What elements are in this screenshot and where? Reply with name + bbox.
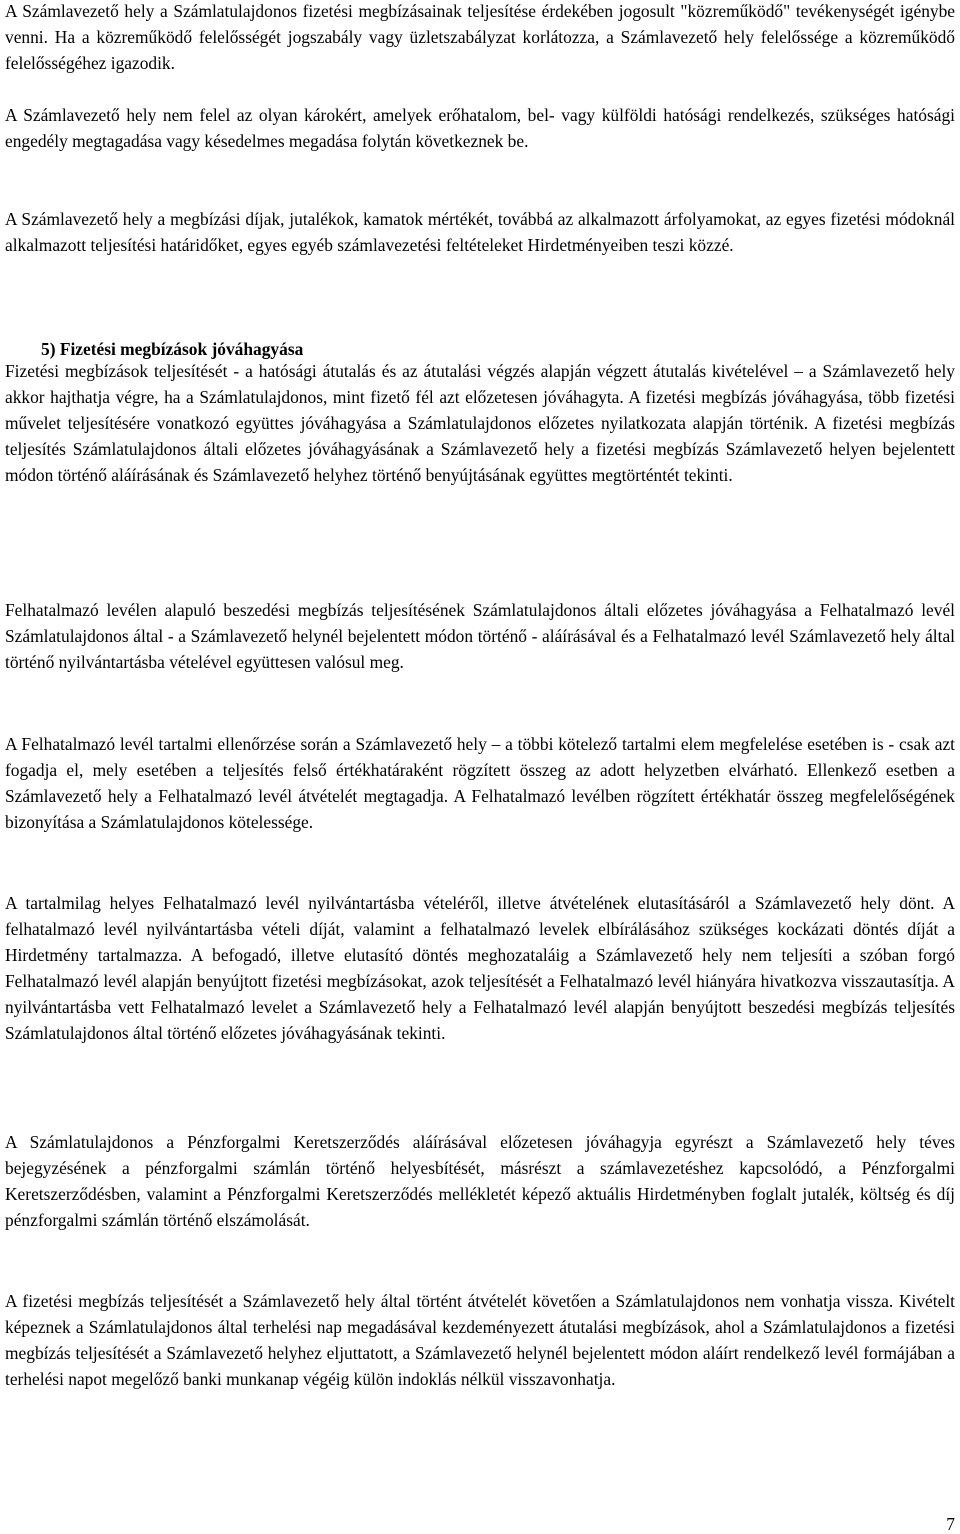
paragraph-intermediary-liability: A Számlavezető hely a Számlatulajdonos fizetési megbízásainak teljesítése érdekében jogosult "közreműködő" tevékenységét igénybe venni. Ha a közreműködő felelősségét jogszabály vagy üzletszabályzat korlátozza, a Számlavezető hely felelőssége a közreműködő felelősségéhez igazodik. bbox=[5, 1, 955, 73]
paragraph-fees-announcement: A Számlavezető hely a megbízási díjak, jutalékok, kamatok mértékét, továbbá az alkalmazott árfolyamokat, az egyes fizetési módoknál alkalmazott teljesítési határidőket, egyes egyéb számlavezetési feltételeket Hirdetményeiben teszi közzé. bbox=[5, 209, 955, 255]
paragraph-revocation: A fizetési megbízás teljesítését a Számlavezető hely által történt átvételét követően a Számlatulajdonos nem vonhatja vissza. Kivételt képeznek a Számlatulajdonos által terhelési nap megadásával kezdeményezett átutalási megbízások, ahol a Számlatulajdonos a fizetési megbízás teljesítését a Számlavezető helyhez eljuttatott, a Számlavezető helynél bejelentett módon aláírt rendelkező levél formájában a terhelési napot megelőző banki munkanap végéig külön indoklás nélkül visszavonhatja. bbox=[5, 1291, 955, 1389]
paragraph-letter-registration: A tartalmilag helyes Felhatalmazó levél nyilvántartásba vételéről, illetve átvételének elutasításáról a Számlavezető hely dönt. A felhatalmazó levél nyilvántartásba vételi díját, valamint a felhatalmazó levelek elbírálásához szükséges kockázati döntés díját a Hirdetmény tartalmazza. A befogadó, illetve elutasító döntés meghozataláig a Számlavezető hely nem teljesíti a szóban forgó Felhatalmazó levél alapján benyújtott fizetési megbízásokat, azok teljesítését a Felhatalmazó levél hiányára hivatkozva visszautasítja. A nyilvántartásba vett Felhatalmazó levelet a Számlavezető hely a Felhatalmazó levél alapján benyújtott beszedési megbízás teljesítés Számlatulajdonos által történő előzetes jóváhagyásának tekinti. bbox=[5, 893, 955, 1043]
paragraph-payment-approval: Fizetési megbízások teljesítését - a hatósági átutalás és az átutalási végzés alapján végzett átutalás kivételével – a Számlavezető hely akkor hajthatja végre, ha a Számlatulajdonos, mint fizető fél azt előzetesen jóváhagyta. A fizetési megbízás jóváhagyása, több fizetési művelet teljesítésére vonatkozó együttes jóváhagyása a Számlatulajdonos előzetes nyilatkozata alapján történik. A fizetési megbízás teljesítés Számlatulajdonos általi előzetes jóváhagyásának a Számlavezető hely a fizetési megbízás Számlavezető helyen bejelentett módon történő aláírásának és Számlavezető helyhez történő benyújtásának együttes megtörténtét tekinti. bbox=[5, 361, 955, 485]
paragraph-force-majeure: A Számlavezető hely nem felel az olyan károkért, amelyek erőhatalom, bel- vagy külföldi hatósági rendelkezés, szükséges hatósági engedély megtagadása vagy késedelmes megadása folytán következnek be. bbox=[5, 105, 955, 151]
paragraph-correction-consent: A Számlatulajdonos a Pénzforgalmi Keretszerződés aláírásával előzetesen jóváhagyja egyrészt a Számlavezető hely téves bejegyzésének a pénzforgalmi számlán történő helyesbítését, másrészt a számlavezetéshez kapcsolódó, a Pénzforgalmi Keretszerződésben, valamint a Pénzforgalmi Keretszerződés mellékletét képező aktuális Hirdetményben foglalt jutalék, költség és díj pénzforgalmi számlán történő elszámolását. bbox=[5, 1132, 955, 1230]
paragraph-authorization-letter: Felhatalmazó levélen alapuló beszedési megbízás teljesítésének Számlatulajdonos általi előzetes jóváhagyása a Felhatalmazó levél Számlatulajdonos által - a Számlavezető helynél bejelentett módon történő - aláírásával és a Felhatalmazó levél Számlavezető hely által történő nyilvántartásba vételével együttesen valósul meg. bbox=[5, 600, 955, 672]
section-heading: 5) Fizetési megbízások jóváhagyása bbox=[41, 339, 304, 359]
page-number: 7 bbox=[946, 1514, 955, 1534]
paragraph-letter-content-check: A Felhatalmazó levél tartalmi ellenőrzése során a Számlavezető hely – a többi kötelező tartalmi elem megfelelése esetében is - csak azt fogadja el, mely esetében a teljesítés felső értékhatáraként rögzített összeg az adott helyzetben elvárható. Ellenkező esetben a Számlavezető hely a Felhatalmazó levél átvételét megtagadja. A Felhatalmazó levélben rögzített értékhatár összeg megfelelőségének bizonyítása a Számlatulajdonos kötelessége. bbox=[5, 734, 955, 832]
